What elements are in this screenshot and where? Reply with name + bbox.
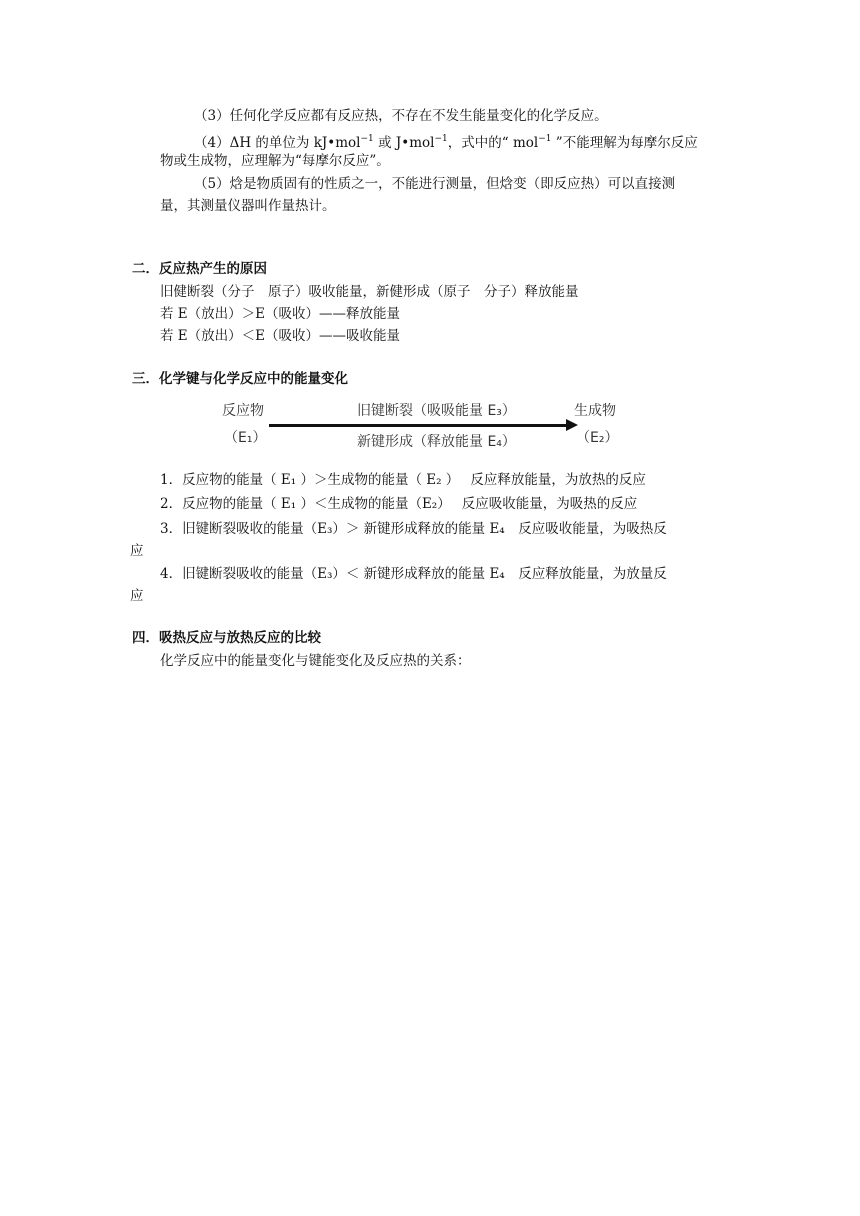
- superscript: −1: [360, 134, 374, 144]
- note-4-text-a: （4）ΔH 的单位为 kJ•mol: [194, 135, 361, 151]
- section-3-item1: 1．反应物的能量（ E₁ ）＞生成物的能量（ E₂ ） 反应释放能量，为放热的反应: [160, 472, 646, 488]
- section-3-title: 三．化学键与化学反应中的能量变化: [132, 371, 348, 387]
- note-4-text-d: ”不能理解为每摩尔反应: [551, 135, 698, 151]
- note-5-line2: 量，其测量仪器叫作量热计。: [160, 198, 336, 214]
- section-3-item4-line2: 应: [130, 588, 144, 604]
- section-4-title: 四．吸热反应与放热反应的比较: [132, 630, 321, 646]
- bond-breaking-label: 旧键断裂（吸吸能量 E₃）: [357, 403, 516, 419]
- section-3-item3-line1: 3．旧键断裂吸收的能量（E₃）＞ 新键形成释放的能量 E₄ 反应吸收能量，为吸热反: [160, 521, 667, 537]
- note-4-line1: [194, 129, 698, 153]
- note-4-line2: 物或生成物，应理解为“每摩尔反应”。: [160, 153, 390, 169]
- section-2-title: 二．反应热产生的原因: [132, 261, 267, 277]
- product-label: 生成物: [574, 403, 616, 419]
- section-3-item3-line2: 应: [130, 543, 144, 559]
- section-2-line1: 旧健断裂（分子 原子）吸收能量，新健形成（原子 分子）释放能量: [160, 284, 579, 300]
- section-3-item2: 2．反应物的能量（ E₁ ）＜生成物的能量（E₂） 反应吸收能量，为吸热的反应: [160, 496, 638, 512]
- reactant-energy: （E₁）: [224, 430, 267, 446]
- section-2-line3: 若 E（放出）＜E（吸收）——吸收能量: [160, 328, 401, 344]
- note-5-line1: （5）焓是物质固有的性质之一，不能进行测量，但焓变（即反应热）可以直接测: [194, 176, 676, 192]
- superscript: −1: [538, 134, 552, 144]
- bond-forming-label: 新键形成（释放能量 E₄）: [357, 434, 516, 450]
- reaction-arrow: [269, 424, 569, 427]
- product-energy: （E₂）: [576, 430, 619, 446]
- note-4-text-b: 或 J•mol: [373, 135, 435, 151]
- note-3: （3）任何化学反应都有反应热，不存在不发生能量变化的化学反应。: [194, 108, 608, 124]
- section-4-line1: 化学反应中的能量变化与键能变化及反应热的关系：: [160, 653, 471, 669]
- section-2-line2: 若 E（放出）＞E（吸收）——释放能量: [160, 306, 401, 322]
- note-4-text-c: ，式中的“ mol: [447, 135, 539, 151]
- reactant-label: 反应物: [222, 403, 264, 419]
- superscript: −1: [434, 134, 448, 144]
- section-3-item4-line1: 4．旧键断裂吸收的能量（E₃）＜ 新键形成释放的能量 E₄ 反应释放能量，为放量反: [160, 566, 667, 582]
